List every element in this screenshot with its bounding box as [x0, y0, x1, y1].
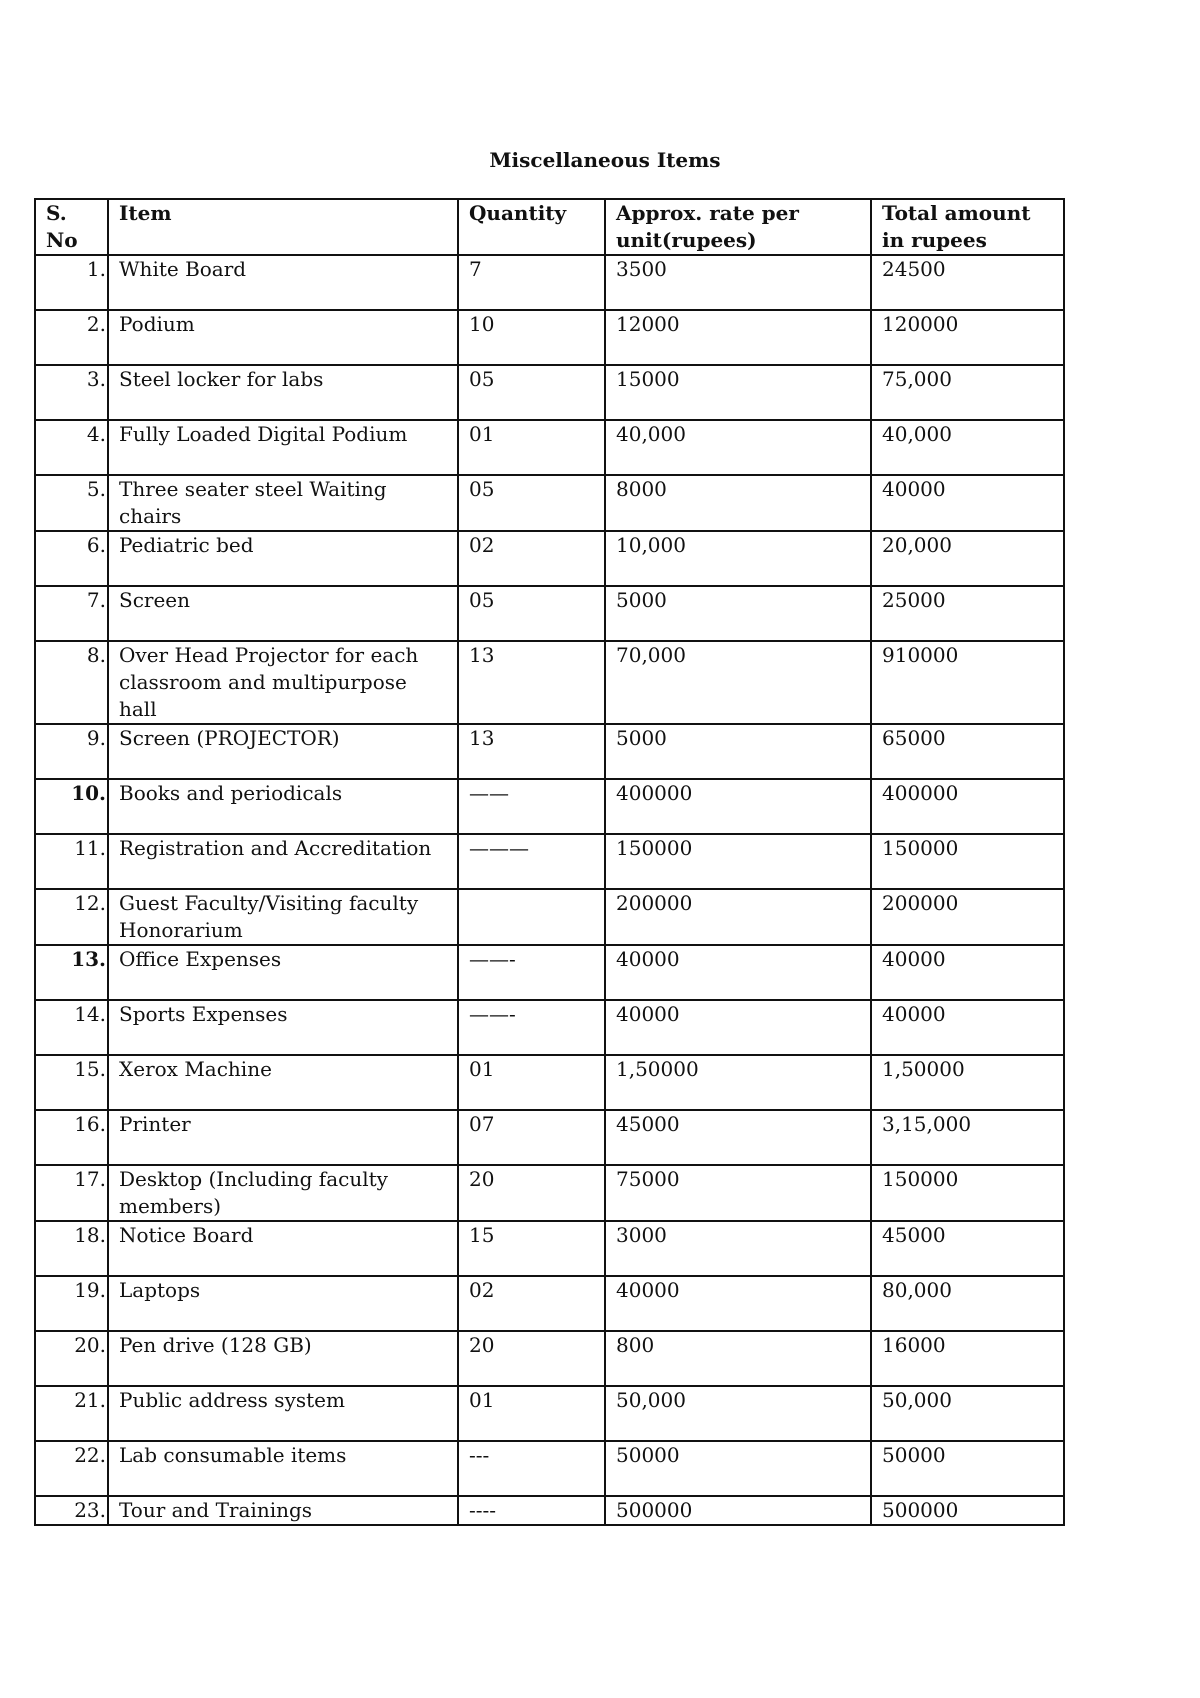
table-row	[35, 1221, 1064, 1276]
header-rate: Approx. rate per unit(rupees)	[605, 199, 871, 255]
header-total: Total amount in rupees	[871, 199, 1064, 255]
cell-rate: 70,000	[605, 641, 871, 724]
cell-total: 16000	[871, 1331, 1064, 1386]
cell-item: Fully Loaded Digital Podium	[108, 420, 458, 475]
cell-quantity: 02	[458, 531, 605, 586]
cell-quantity: ----	[458, 1496, 605, 1525]
cell-sno: 2.	[35, 310, 108, 365]
table-row	[35, 1276, 1064, 1331]
cell-rate: 5000	[605, 586, 871, 641]
cell-item: Steel locker for labs	[108, 365, 458, 420]
cell-item: Screen	[108, 586, 458, 641]
cell-item: Three seater steel Waiting chairs	[108, 475, 458, 531]
cell-total: 40000	[871, 945, 1064, 1000]
cell-rate: 50,000	[605, 1386, 871, 1441]
header-item: Item	[108, 199, 458, 255]
cell-item: Tour and Trainings	[108, 1496, 458, 1525]
cell-total: 20,000	[871, 531, 1064, 586]
cell-quantity: ——-	[458, 945, 605, 1000]
cell-item: Office Expenses	[108, 945, 458, 1000]
table-row	[35, 1496, 1064, 1525]
cell-sno: 8.	[35, 641, 108, 724]
cell-quantity: 02	[458, 1276, 605, 1331]
cell-quantity: 01	[458, 1055, 605, 1110]
cell-quantity: 07	[458, 1110, 605, 1165]
header-sno: S. No	[35, 199, 108, 255]
cell-sno: 19.	[35, 1276, 108, 1331]
cell-quantity: ——-	[458, 1000, 605, 1055]
cell-sno: 6.	[35, 531, 108, 586]
cell-rate: 150000	[605, 834, 871, 889]
cell-total: 24500	[871, 255, 1064, 310]
cell-sno: 21.	[35, 1386, 108, 1441]
table-row	[35, 255, 1064, 310]
cell-rate: 1,50000	[605, 1055, 871, 1110]
cell-rate: 10,000	[605, 531, 871, 586]
cell-total: 400000	[871, 779, 1064, 834]
table-row	[35, 586, 1064, 641]
cell-item: Books and periodicals	[108, 779, 458, 834]
cell-quantity: 15	[458, 1221, 605, 1276]
cell-rate: 45000	[605, 1110, 871, 1165]
cell-sno: 5.	[35, 475, 108, 531]
cell-total: 910000	[871, 641, 1064, 724]
table-row	[35, 779, 1064, 834]
cell-quantity: 13	[458, 724, 605, 779]
cell-total: 80,000	[871, 1276, 1064, 1331]
cell-quantity: 01	[458, 420, 605, 475]
table-row	[35, 420, 1064, 475]
table-row	[35, 1331, 1064, 1386]
cell-item: White Board	[108, 255, 458, 310]
cell-rate: 5000	[605, 724, 871, 779]
table-row	[35, 310, 1064, 365]
cell-quantity: 05	[458, 475, 605, 531]
cell-total: 50000	[871, 1441, 1064, 1496]
cell-rate: 40000	[605, 1276, 871, 1331]
cell-quantity: 7	[458, 255, 605, 310]
cell-item: Printer	[108, 1110, 458, 1165]
table-row	[35, 834, 1064, 889]
cell-item: Registration and Accreditation	[108, 834, 458, 889]
table-row	[35, 1000, 1064, 1055]
table-row	[35, 1386, 1064, 1441]
cell-item: Laptops	[108, 1276, 458, 1331]
cell-item: Podium	[108, 310, 458, 365]
cell-sno: 14.	[35, 1000, 108, 1055]
cell-item: Desktop (Including faculty members)	[108, 1165, 458, 1221]
cell-quantity: 13	[458, 641, 605, 724]
cell-quantity: 20	[458, 1165, 605, 1221]
cell-total: 200000	[871, 889, 1064, 945]
cell-sno: 10.	[35, 779, 108, 834]
cell-total: 25000	[871, 586, 1064, 641]
cell-sno: 11.	[35, 834, 108, 889]
cell-sno: 18.	[35, 1221, 108, 1276]
cell-rate: 200000	[605, 889, 871, 945]
cell-rate: 40000	[605, 1000, 871, 1055]
cell-sno: 16.	[35, 1110, 108, 1165]
table-row	[35, 365, 1064, 420]
cell-rate: 3500	[605, 255, 871, 310]
cell-total: 3,15,000	[871, 1110, 1064, 1165]
cell-item: Pen drive (128 GB)	[108, 1331, 458, 1386]
table-row	[35, 724, 1064, 779]
cell-quantity: 05	[458, 586, 605, 641]
cell-quantity: ——	[458, 779, 605, 834]
table-row	[35, 889, 1064, 945]
cell-quantity	[458, 889, 605, 945]
cell-total: 45000	[871, 1221, 1064, 1276]
cell-item: Lab consumable items	[108, 1441, 458, 1496]
cell-total: 65000	[871, 724, 1064, 779]
cell-sno: 15.	[35, 1055, 108, 1110]
cell-rate: 15000	[605, 365, 871, 420]
cell-item: Xerox Machine	[108, 1055, 458, 1110]
cell-rate: 12000	[605, 310, 871, 365]
table-row	[35, 945, 1064, 1000]
cell-total: 150000	[871, 1165, 1064, 1221]
cell-total: 40000	[871, 1000, 1064, 1055]
table-row	[35, 641, 1064, 724]
cell-total: 120000	[871, 310, 1064, 365]
cell-rate: 8000	[605, 475, 871, 531]
cell-rate: 40000	[605, 945, 871, 1000]
cell-sno: 20.	[35, 1331, 108, 1386]
cell-quantity: 01	[458, 1386, 605, 1441]
cell-item: Public address system	[108, 1386, 458, 1441]
cell-rate: 50000	[605, 1441, 871, 1496]
header-quantity: Quantity	[458, 199, 605, 255]
cell-sno: 3.	[35, 365, 108, 420]
cell-rate: 800	[605, 1331, 871, 1386]
cell-item: Notice Board	[108, 1221, 458, 1276]
cell-total: 500000	[871, 1496, 1064, 1525]
table-header-row	[35, 199, 1064, 255]
cell-sno: 13.	[35, 945, 108, 1000]
cell-rate: 3000	[605, 1221, 871, 1276]
cell-item: Sports Expenses	[108, 1000, 458, 1055]
table-row	[35, 1055, 1064, 1110]
cell-sno: 23.	[35, 1496, 108, 1525]
table-row	[35, 1165, 1064, 1221]
cell-total: 50,000	[871, 1386, 1064, 1441]
cell-quantity: 10	[458, 310, 605, 365]
cell-item: Screen (PROJECTOR)	[108, 724, 458, 779]
cell-item: Over Head Projector for each classroom and multipurpose hall	[108, 641, 458, 724]
items-table	[34, 198, 1065, 1526]
cell-sno: 4.	[35, 420, 108, 475]
cell-rate: 40,000	[605, 420, 871, 475]
cell-sno: 7.	[35, 586, 108, 641]
cell-total: 150000	[871, 834, 1064, 889]
cell-item: Guest Faculty/Visiting faculty Honorarium	[108, 889, 458, 945]
cell-quantity: ---	[458, 1441, 605, 1496]
cell-rate: 400000	[605, 779, 871, 834]
cell-total: 75,000	[871, 365, 1064, 420]
cell-item: Pediatric bed	[108, 531, 458, 586]
table-row	[35, 1441, 1064, 1496]
cell-quantity: 20	[458, 1331, 605, 1386]
cell-total: 1,50000	[871, 1055, 1064, 1110]
cell-sno: 1.	[35, 255, 108, 310]
cell-rate: 500000	[605, 1496, 871, 1525]
page-title: Miscellaneous Items	[489, 148, 721, 172]
cell-sno: 9.	[35, 724, 108, 779]
table-row	[35, 531, 1064, 586]
cell-quantity: ———	[458, 834, 605, 889]
cell-quantity: 05	[458, 365, 605, 420]
cell-total: 40,000	[871, 420, 1064, 475]
table-row	[35, 1110, 1064, 1165]
cell-sno: 22.	[35, 1441, 108, 1496]
table-body	[35, 255, 1064, 1525]
table-row	[35, 475, 1064, 531]
cell-sno: 17.	[35, 1165, 108, 1221]
cell-total: 40000	[871, 475, 1064, 531]
cell-sno: 12.	[35, 889, 108, 945]
cell-rate: 75000	[605, 1165, 871, 1221]
